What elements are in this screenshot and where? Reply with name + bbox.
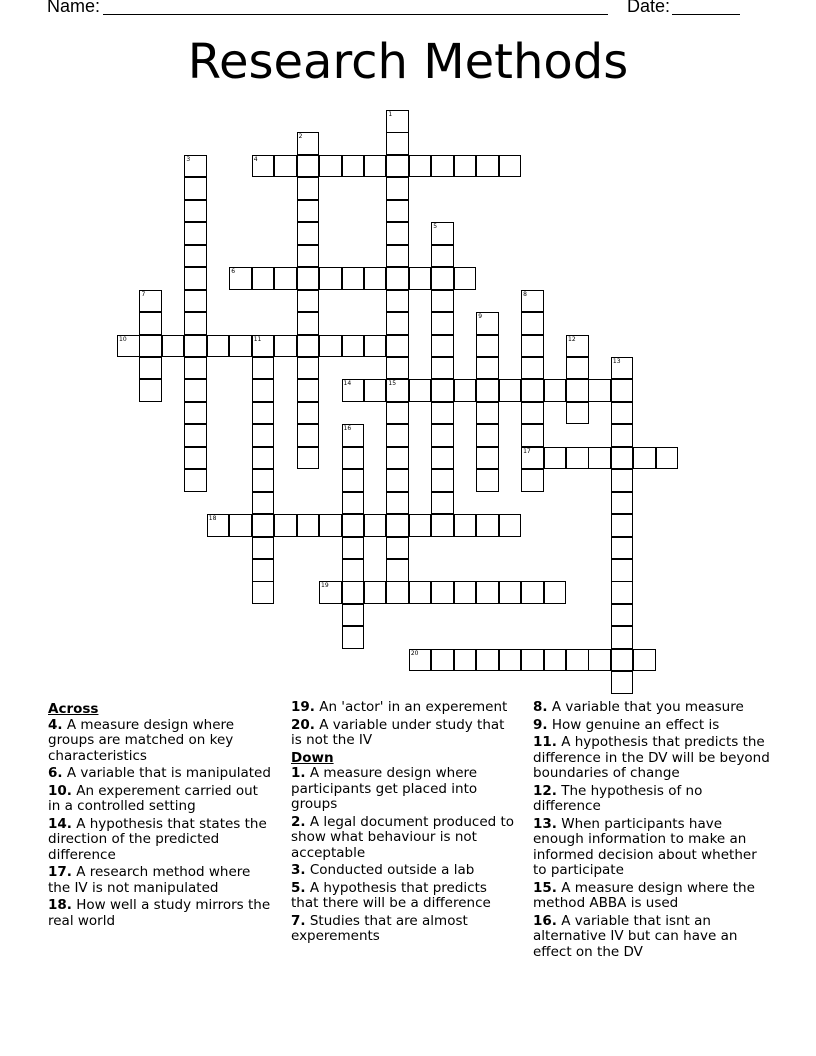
crossword-cell[interactable] <box>139 357 162 380</box>
crossword-cell[interactable] <box>342 469 365 492</box>
crossword-cell[interactable] <box>386 335 409 358</box>
crossword-cell[interactable] <box>633 649 656 672</box>
crossword-cell[interactable] <box>297 177 320 200</box>
crossword-cell[interactable] <box>476 357 499 380</box>
crossword-cell[interactable] <box>252 335 275 358</box>
crossword-cell[interactable] <box>521 357 544 380</box>
crossword-cell[interactable] <box>252 424 275 447</box>
clue-number: 19 <box>321 582 329 590</box>
crossword-cell[interactable] <box>184 447 207 470</box>
clue-down-13: 13. When participants have enough information to make an informed decision about whether to participate <box>533 815 757 878</box>
crossword-cell[interactable] <box>274 155 297 178</box>
crossword-cell[interactable] <box>386 110 409 133</box>
crossword-cell[interactable] <box>364 155 387 178</box>
crossword-cell[interactable] <box>409 649 432 672</box>
crossword-cell[interactable] <box>342 335 365 358</box>
crossword-cell[interactable] <box>386 245 409 268</box>
crossword-cell[interactable] <box>521 447 544 470</box>
crossword-cell[interactable] <box>611 469 634 492</box>
crossword-cell[interactable] <box>521 402 544 425</box>
clue-number: 14 <box>343 380 352 388</box>
crossword-cell[interactable] <box>274 335 297 358</box>
clue-across-19: 19. An 'actor' in an experement <box>291 699 508 715</box>
crossword-cell[interactable] <box>476 402 499 425</box>
crossword-cell[interactable] <box>297 357 320 380</box>
crossword-cell[interactable] <box>252 357 275 380</box>
crossword-cell[interactable] <box>342 537 365 560</box>
crossword-cell[interactable] <box>521 424 544 447</box>
clue-across-18: 18. How well a study mirrors the real world <box>48 897 271 929</box>
crossword-cell[interactable] <box>521 290 544 313</box>
crossword-cell[interactable] <box>139 290 162 313</box>
crossword-cell[interactable] <box>297 402 320 425</box>
clue-number: 2 <box>298 133 303 141</box>
crossword-cell[interactable] <box>476 424 499 447</box>
clue-across-20: 20. A variable under study that is not the IV <box>291 716 505 748</box>
crossword-cell[interactable] <box>431 267 454 290</box>
crossword-cell[interactable] <box>476 514 499 537</box>
crossword-cell[interactable] <box>386 469 409 492</box>
crossword-cell[interactable] <box>611 514 634 537</box>
crossword-cell[interactable] <box>431 469 454 492</box>
crossword-cell[interactable] <box>431 649 454 672</box>
crossword-cell[interactable] <box>611 492 634 515</box>
crossword-cell[interactable] <box>431 492 454 515</box>
crossword-cell[interactable] <box>184 177 207 200</box>
clues-column-3 <box>533 700 773 962</box>
clue-down-7: 7. Studies that are almost experements <box>291 912 468 944</box>
crossword-cell[interactable] <box>184 469 207 492</box>
crossword-cell[interactable] <box>431 357 454 380</box>
crossword-cell[interactable] <box>297 290 320 313</box>
crossword-cell[interactable] <box>386 132 409 155</box>
date-label: Date: <box>627 0 671 16</box>
crossword-cell[interactable] <box>297 335 320 358</box>
crossword-cell[interactable] <box>252 447 275 470</box>
crossword-cell[interactable] <box>521 312 544 335</box>
crossword-cell[interactable] <box>386 402 409 425</box>
crossword-cell[interactable] <box>566 447 589 470</box>
crossword-cell[interactable] <box>386 492 409 515</box>
crossword-cell[interactable] <box>386 447 409 470</box>
crossword-cell[interactable] <box>184 312 207 335</box>
crossword-cell[interactable] <box>297 267 320 290</box>
crossword-cell[interactable] <box>633 447 656 470</box>
crossword-cell[interactable] <box>431 581 454 604</box>
crossword-cell[interactable] <box>184 335 207 358</box>
crossword-cell[interactable] <box>342 492 365 515</box>
crossword-cell[interactable] <box>364 379 387 402</box>
crossword-cell[interactable] <box>139 312 162 335</box>
crossword-cell[interactable] <box>386 267 409 290</box>
crossword-cell[interactable] <box>319 267 342 290</box>
crossword-cell[interactable] <box>342 514 365 537</box>
crossword-cell[interactable] <box>588 379 611 402</box>
crossword-cell[interactable] <box>364 581 387 604</box>
clue-down-15: 15. A measure design where the method ABBA is used <box>533 879 755 911</box>
clue-across-4: 4. A measure design where groups are matched on key characteristics <box>48 716 235 764</box>
crossword-cell[interactable] <box>409 581 432 604</box>
crossword-cell[interactable] <box>252 492 275 515</box>
crossword-cell[interactable] <box>229 514 252 537</box>
crossword-cell[interactable] <box>476 155 499 178</box>
clue-down-1: 1. A measure design where participants get placed into groups <box>291 765 478 812</box>
crossword-cell[interactable] <box>342 581 365 604</box>
crossword-cell[interactable] <box>252 469 275 492</box>
clue-number: 1 <box>388 111 393 118</box>
crossword-cell[interactable] <box>476 379 499 402</box>
crossword-cell[interactable] <box>476 335 499 358</box>
crossword-cell[interactable] <box>454 514 477 537</box>
crossword-cell[interactable] <box>431 402 454 425</box>
crossword-cell[interactable] <box>297 245 320 268</box>
crossword-cell[interactable] <box>386 177 409 200</box>
crossword-cell[interactable] <box>342 267 365 290</box>
crossword-cell[interactable] <box>611 424 634 447</box>
crossword-cell[interactable] <box>342 155 365 178</box>
crossword-cell[interactable] <box>386 559 409 582</box>
crossword-cell[interactable] <box>117 335 140 358</box>
crossword-cell[interactable] <box>611 402 634 425</box>
crossword-cell[interactable] <box>297 312 320 335</box>
crossword-cell[interactable] <box>252 537 275 560</box>
crossword-cell[interactable] <box>431 514 454 537</box>
clue-across-10: 10. An experement carried out in a controlled setting <box>48 782 258 814</box>
crossword-cell[interactable] <box>611 626 634 649</box>
crossword-cell[interactable] <box>544 649 567 672</box>
clue-number: 5 <box>433 223 438 231</box>
clue-across-14: 14. A hypothesis that states the direction of the predicted difference <box>48 815 267 863</box>
crossword-cell[interactable] <box>544 447 567 470</box>
crossword-cell[interactable] <box>611 649 634 672</box>
crossword-cell[interactable] <box>184 357 207 380</box>
crossword-cell[interactable] <box>386 155 409 178</box>
crossword-cell[interactable] <box>386 312 409 335</box>
crossword-cell[interactable] <box>184 379 207 402</box>
crossword-cell[interactable] <box>229 335 252 358</box>
crossword-cell[interactable] <box>409 155 432 178</box>
clue-number: 13 <box>612 357 621 365</box>
crossword-cell[interactable] <box>431 245 454 268</box>
crossword-cell[interactable] <box>297 132 320 155</box>
crossword-cell[interactable] <box>297 200 320 223</box>
crossword-cell[interactable] <box>162 335 185 358</box>
crossword-cell[interactable] <box>409 379 432 402</box>
page-title: Research Methods <box>187 34 629 90</box>
crossword-cell[interactable] <box>454 267 477 290</box>
clue-number: 15 <box>388 380 397 388</box>
crossword-cell[interactable] <box>139 335 162 358</box>
crossword-cell[interactable] <box>431 335 454 358</box>
crossword-cell[interactable] <box>364 514 387 537</box>
crossword-cell[interactable] <box>319 581 342 604</box>
crossword-cell[interactable] <box>566 379 589 402</box>
crossword-cell[interactable] <box>499 514 522 537</box>
crossword-cell[interactable] <box>184 290 207 313</box>
crossword-cell[interactable] <box>297 155 320 178</box>
crossword-cell[interactable] <box>521 469 544 492</box>
crossword-cell[interactable] <box>252 402 275 425</box>
clues-column-2 <box>291 700 516 947</box>
crossword-cell[interactable] <box>297 447 320 470</box>
crossword-cell[interactable] <box>319 155 342 178</box>
clue-number: 16 <box>343 425 352 433</box>
clue-across-6: 6. A variable that is manipulated <box>48 765 271 781</box>
crossword-cell[interactable] <box>499 155 522 178</box>
crossword-cell[interactable] <box>184 402 207 425</box>
clue-number: 17 <box>523 447 531 455</box>
crossword-cell[interactable] <box>454 155 477 178</box>
crossword-cell[interactable] <box>386 222 409 245</box>
crossword-cell[interactable] <box>252 379 275 402</box>
crossword-cell[interactable] <box>476 581 499 604</box>
clue-number: 3 <box>186 155 191 163</box>
crossword-cell[interactable] <box>611 379 634 402</box>
clue-down-9: 9. How genuine an effect is <box>533 716 720 733</box>
crossword-cell[interactable] <box>297 424 320 447</box>
clue-number: 20 <box>410 649 419 657</box>
down-heading: Down <box>291 749 334 766</box>
crossword-cell[interactable] <box>611 559 634 582</box>
crossword-cell[interactable] <box>252 155 275 178</box>
clue-number: 11 <box>253 335 262 343</box>
crossword-cell[interactable] <box>342 604 365 627</box>
crossword-cell[interactable] <box>297 514 320 537</box>
crossword-cell[interactable] <box>431 290 454 313</box>
crossword-cell[interactable] <box>207 514 230 537</box>
crossword-cell[interactable] <box>386 537 409 560</box>
crossword-cell[interactable] <box>431 222 454 245</box>
clue-number: 10 <box>119 335 127 343</box>
crossword-cell[interactable] <box>611 581 634 604</box>
crossword-cell[interactable] <box>499 581 522 604</box>
crossword-cell[interactable] <box>386 514 409 537</box>
crossword-cell[interactable] <box>566 357 589 380</box>
crossword-cell[interactable] <box>431 447 454 470</box>
clue-number: 4 <box>253 155 258 163</box>
crossword-cell[interactable] <box>252 267 275 290</box>
crossword-cell[interactable] <box>252 559 275 582</box>
clue-number: 9 <box>478 313 483 321</box>
crossword-cell[interactable] <box>252 514 275 537</box>
crossword-cell[interactable] <box>611 447 634 470</box>
crossword-cell[interactable] <box>342 379 365 402</box>
crossword-cell[interactable] <box>476 469 499 492</box>
crossword-cell[interactable] <box>184 222 207 245</box>
crossword-cell[interactable] <box>386 290 409 313</box>
clue-down-2: 2. A legal document produced to show what behaviour is not acceptable <box>291 813 515 861</box>
crossword-cell[interactable] <box>342 447 365 470</box>
crossword-cell[interactable] <box>566 402 589 425</box>
crossword-cell[interactable] <box>454 581 477 604</box>
crossword-cell[interactable] <box>252 581 275 604</box>
clue-across-17: 17. A research method where the IV is not manipulated <box>48 864 251 896</box>
crossword-cell[interactable] <box>386 357 409 380</box>
crossword-cell[interactable] <box>611 537 634 560</box>
clue-number: 18 <box>208 515 217 523</box>
crossword-cell[interactable] <box>386 379 409 402</box>
crossword-cell[interactable] <box>588 447 611 470</box>
crossword-cell[interactable] <box>342 424 365 447</box>
crossword-cell[interactable] <box>499 379 522 402</box>
crossword-cell[interactable] <box>431 424 454 447</box>
crossword-cell[interactable] <box>521 335 544 358</box>
crossword-cell[interactable] <box>184 267 207 290</box>
crossword-cell[interactable] <box>342 626 365 649</box>
clue-number: 8 <box>523 290 527 298</box>
clue-down-3: 3. Conducted outside a lab <box>291 862 475 878</box>
crossword-cell[interactable] <box>409 267 432 290</box>
crossword-cell[interactable] <box>386 200 409 223</box>
crossword-cell[interactable] <box>476 649 499 672</box>
across-heading: Across <box>48 701 99 717</box>
crossword-cell[interactable] <box>611 357 634 380</box>
crossword-cell[interactable] <box>566 335 589 358</box>
crossword-cell[interactable] <box>274 514 297 537</box>
crossword-cell[interactable] <box>364 267 387 290</box>
crossword-cell[interactable] <box>184 424 207 447</box>
crossword-cell[interactable] <box>476 447 499 470</box>
crossword-cell[interactable] <box>566 649 589 672</box>
clue-down-16: 16. A variable that isnt an alternative IV but can have an effect on the DV <box>533 912 738 960</box>
crossword-cell[interactable] <box>544 379 567 402</box>
clue-down-5: 5. A hypothesis that predicts that there will be a difference <box>291 879 491 911</box>
crossword-cell[interactable] <box>454 379 477 402</box>
crossword-cell[interactable] <box>207 335 230 358</box>
crossword-cell[interactable] <box>588 649 611 672</box>
crossword-cell[interactable] <box>521 379 544 402</box>
crossword-cell[interactable] <box>274 267 297 290</box>
clue-down-8: 8. A variable that you measure <box>533 699 744 715</box>
crossword-cell[interactable] <box>386 424 409 447</box>
crossword-cell[interactable] <box>611 604 634 627</box>
crossword-cell[interactable] <box>184 245 207 268</box>
crossword-cell[interactable] <box>656 447 679 470</box>
crossword-cell[interactable] <box>409 514 432 537</box>
crossword-cell[interactable] <box>342 559 365 582</box>
crossword-cell[interactable] <box>431 155 454 178</box>
clues-column-1 <box>48 700 273 931</box>
clue-down-11: 11. A hypothesis that predicts the difference in the DV will be beyond boundaries of change <box>533 734 770 781</box>
crossword-cell[interactable] <box>521 581 544 604</box>
crossword-cell[interactable] <box>611 671 634 694</box>
crossword-cell[interactable] <box>476 312 499 335</box>
crossword-cell[interactable] <box>319 335 342 358</box>
clue-number: 7 <box>141 290 146 298</box>
clue-number: 12 <box>568 335 576 343</box>
crossword-cell[interactable] <box>521 649 544 672</box>
crossword-cell[interactable] <box>229 267 252 290</box>
crossword-cell[interactable] <box>431 312 454 335</box>
crossword-cell[interactable] <box>364 335 387 358</box>
crossword-cell[interactable] <box>499 649 522 672</box>
crossword-cell[interactable] <box>386 581 409 604</box>
clue-down-12: 12. The hypothesis of no difference <box>533 782 703 814</box>
crossword-cell[interactable] <box>139 379 162 402</box>
crossword-cell[interactable] <box>431 379 454 402</box>
crossword-cell[interactable] <box>184 200 207 223</box>
crossword-cell[interactable] <box>454 649 477 672</box>
crossword-cell[interactable] <box>319 514 342 537</box>
name-label: Name: <box>47 0 101 16</box>
crossword-cell[interactable] <box>544 581 567 604</box>
crossword-cell[interactable] <box>184 155 207 178</box>
crossword-cell[interactable] <box>297 379 320 402</box>
clue-number: 6 <box>231 268 236 276</box>
crossword-cell[interactable] <box>297 222 320 245</box>
